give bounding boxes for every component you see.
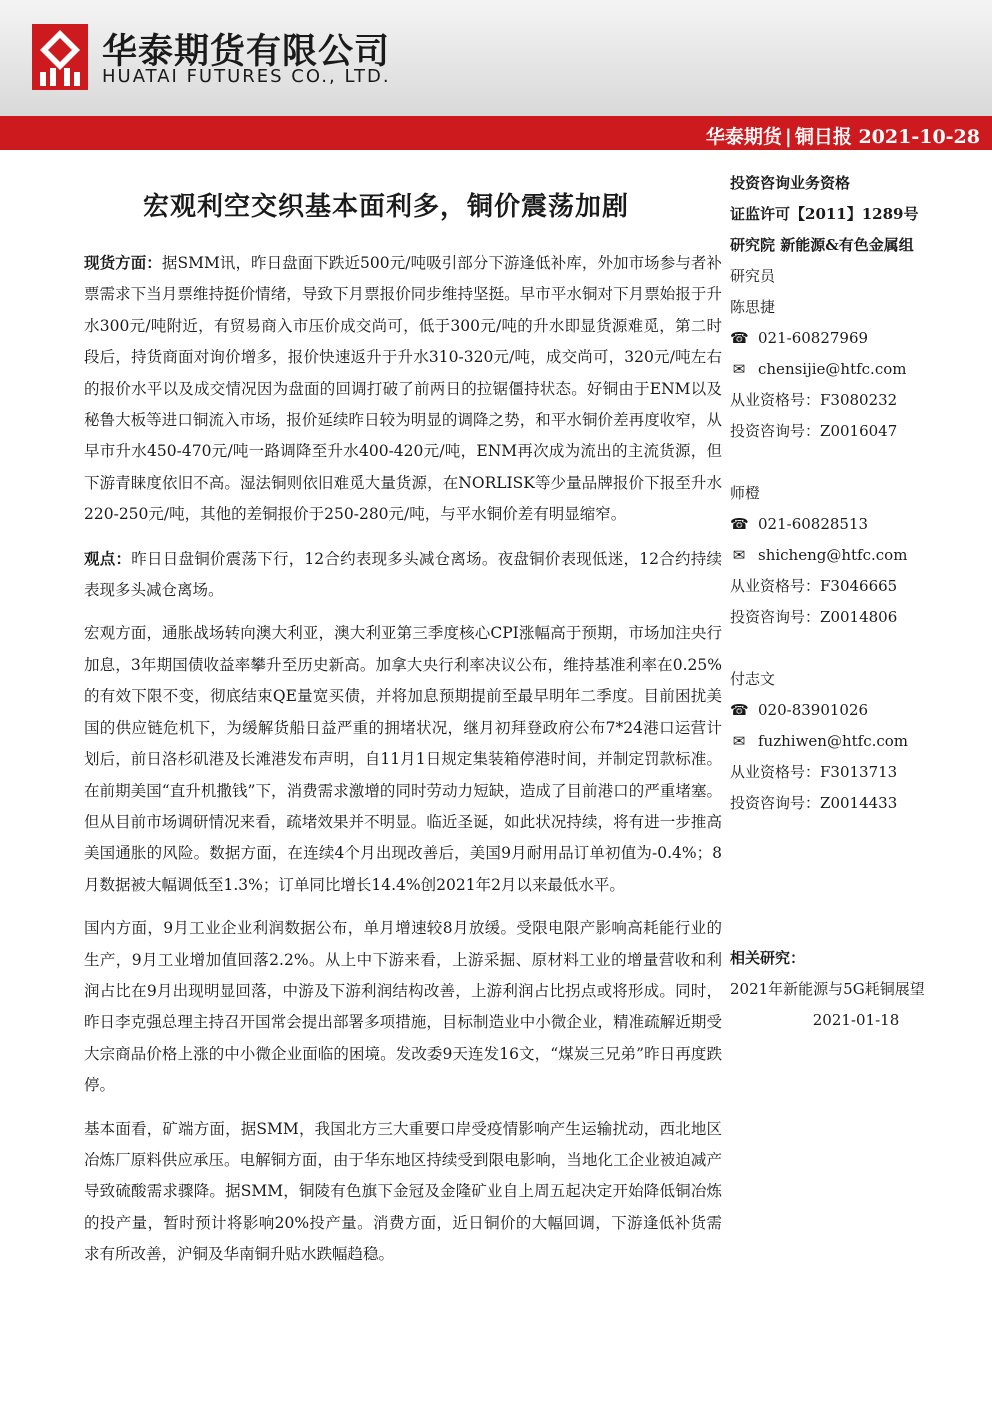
analyst-name: 师橙 [730, 484, 761, 502]
phone-icon: ☎ [730, 515, 749, 533]
consult-label: 投资咨询号： [730, 608, 821, 626]
spacer [730, 881, 982, 912]
spacer [730, 447, 982, 478]
analyst-phone-row [730, 695, 982, 726]
analyst-email-row [730, 726, 982, 757]
paragraph-lead-sep: ： [146, 253, 162, 272]
phone-icon: ☎ [730, 329, 749, 347]
consult-label: 投资咨询号： [730, 794, 821, 812]
analyst-email[interactable]: fuzhiwen@htfc.com [758, 732, 909, 750]
analyst-consult [730, 788, 982, 819]
qualification-label: 从业资格号： [730, 391, 821, 409]
email-icon: ✉ [732, 732, 746, 750]
related-research-title: 相关研究： [730, 949, 806, 967]
company-logo-icon [32, 24, 88, 90]
analyst-phone-row [730, 323, 982, 354]
analyst-email-row [730, 354, 982, 385]
qualification-number: F3046665 [820, 577, 898, 595]
license-title: 投资咨询业务资格 [730, 174, 851, 192]
spacer [730, 633, 982, 664]
analyst-qualification [730, 571, 982, 602]
paragraph-text: 国内方面，9月工业企业利润数据公布，单月增速较8月放缓。受限电限产影响高耗能行业的生产，9月工业增加值回落2.2%。从上中下游来看，上游采掘、原材料工业的增量营收和利润占比在9月出现明显回落，中游及下游利润结构改善，上游利润占比拐点或将形成。同时，昨日李克强总理主持召开国常会提出部署多项措施，目标制造业中小微企业，精准疏解近期受大宗商品价格上涨的中小微企业面临的困境。发改委9天连发16文，“煤炭三兄弟”昨日再度跌停。 [84, 919, 722, 1095]
analyst-phone: 020-83901026 [758, 701, 869, 719]
email-icon: ✉ [732, 546, 746, 564]
consult-number: Z0014806 [820, 608, 898, 626]
paragraph-fundamentals [84, 1114, 722, 1271]
page-header [0, 0, 992, 116]
analyst-consult [730, 416, 982, 447]
analyst-email[interactable]: shicheng@htfc.com [758, 546, 908, 564]
paragraph-text: 昨日日盘铜价震荡下行，12合约表现多头减仓离场。夜盘铜价表现低迷，12合约持续表现多头减仓离场。 [84, 549, 722, 600]
analyst-name: 陈思捷 [730, 298, 776, 316]
company-name-cn: 华泰期货有限公司 [102, 32, 391, 72]
analyst-consult [730, 602, 982, 633]
paragraph-text: 基本面看，矿端方面，据SMM，我国北方三大重要口岸受疫情影响产生运输扰动，西北地区冶炼厂原料供应承压。电解铜方面，由于华东地区持续受到限电影响，当地化工企业被迫减产导致硫酸需求骤降。据SMM，铜陵有色旗下金冠及金隆矿业自上周五起决定开始降低铜冶炼的投产量，暂时预计将影响20%投产量。消费方面，近日铜价的大幅回调，下游逢低补货需求有所改善，沪铜及华南铜升贴水跌幅趋稳。 [84, 1119, 722, 1264]
spacer [730, 850, 982, 881]
paragraph-text: 据SMM讯，昨日盘面下跌近500元/吨吸引部分下游逢低补库，外加市场参与者补票需求下当月票维持挺价情绪，导致下月票报价同步维持坚挺。早市平水铜对下月票始报于升水300元/吨附近，有贸易商入市压价成交尚可，低于300元/吨的升水即显货源难觅，第二时段后，持货商面对询价增多，报价快速返升于升水310-320元/吨，成交尚可，320元/吨左右的报价水平以及成交情况因为盘面的回调打破了前两日的拉锯僵持状态。好铜由于ENM以及秘鲁大板等进口铜流入市场，报价延续昨日较为明显的调降之势，和平水铜价差再度收窄，从早市升水450-470元/吨一路调降至升水400-420元/吨，ENM再次成为流出的主流货源，但下游青睐度依旧不高。湿法铜则依旧难觅大量货源，在NORLISK等少量品牌报价下报至升水220-250元/吨，其他的差铜报价于250-280元/吨，与平水铜价差有明显缩窄。 [84, 254, 722, 524]
paragraph-view [84, 543, 722, 607]
spacer [730, 912, 982, 943]
license-number: 证监许可【2011】1289号 [730, 205, 919, 223]
consult-number: Z0016047 [820, 422, 898, 440]
paragraph-lead: 观点 [84, 548, 116, 568]
analyst-phone: 021-60828513 [758, 515, 869, 533]
paragraph-macro [84, 618, 722, 901]
department: 研究院 新能源&有色金属组 [730, 236, 914, 254]
paragraph-lead-sep: ： [115, 548, 132, 568]
qualification-label: 从业资格号： [730, 577, 821, 595]
role-label: 研究员 [730, 267, 776, 285]
phone-icon: ☎ [730, 701, 749, 719]
report-banner-text [706, 122, 980, 149]
banner-separator: | [784, 126, 792, 148]
analyst-phone: 021-60827969 [758, 329, 869, 347]
spacer [730, 819, 982, 850]
report-body [84, 247, 722, 1283]
analyst-qualification [730, 385, 982, 416]
analyst-email-row [730, 540, 982, 571]
analyst-name: 付志文 [730, 670, 776, 688]
report-title: 宏观利空交织基本面利多，铜价震荡加剧 [142, 192, 629, 222]
qualification-number: F3080232 [820, 391, 898, 409]
sidebar [730, 168, 982, 1036]
consult-label: 投资咨询号： [730, 422, 821, 440]
banner-company: 华泰期货 [705, 126, 782, 148]
banner-report-name: 铜日报 [794, 126, 852, 148]
email-icon: ✉ [732, 360, 746, 378]
paragraph-spot [84, 247, 722, 531]
analyst-email[interactable]: chensijie@htfc.com [758, 360, 907, 378]
company-name-en: HUATAI FUTURES CO., LTD. [102, 66, 391, 87]
qualification-number: F3013713 [820, 763, 898, 781]
related-research-date: 2021-01-18 [812, 1011, 900, 1029]
related-research-item[interactable]: 2021年新能源与5G耗铜展望 [730, 980, 925, 998]
analyst-phone-row [730, 509, 982, 540]
paragraph-domestic [84, 913, 722, 1101]
paragraph-lead: 现货方面 [84, 253, 147, 272]
report-banner [0, 116, 992, 150]
analyst-qualification [730, 757, 982, 788]
banner-date: 2021-10-28 [858, 126, 980, 148]
paragraph-text: 宏观方面，通胀战场转向澳大利亚，澳大利亚第三季度核心CPI涨幅高于预期，市场加注央行加息，3年期国债收益率攀升至历史新高。加拿大央行利率决议公布，维持基准利率在0.25%的有效下限不变，彻底结束QE量宽买债，并将加息预期提前至最早明年二季度。目前困扰美国的供应链危机下，为缓解货船日益严重的拥堵状况，继月初拜登政府公布7*24港口运营计划后，前日洛杉矶港及长滩港发布声明，自11月1日规定集装箱停港时间，并制定罚款标准。在前期美国“直升机撒钱”下，消费需求激增的同时劳动力短缺，造成了目前港口的严重堵塞。但从目前市场调研情况来看，疏堵效果并不明显。临近圣诞，如此状况持续，将有进一步推高美国通胀的风险。数据方面，在连续4个月出现改善后，美国9月耐用品订单初值为-0.4%；8月数据被大幅调低至1.3%；订单同比增长14.4%创2021年2月以来最低水平。 [84, 624, 722, 894]
consult-number: Z0014433 [820, 794, 898, 812]
qualification-label: 从业资格号： [730, 763, 821, 781]
